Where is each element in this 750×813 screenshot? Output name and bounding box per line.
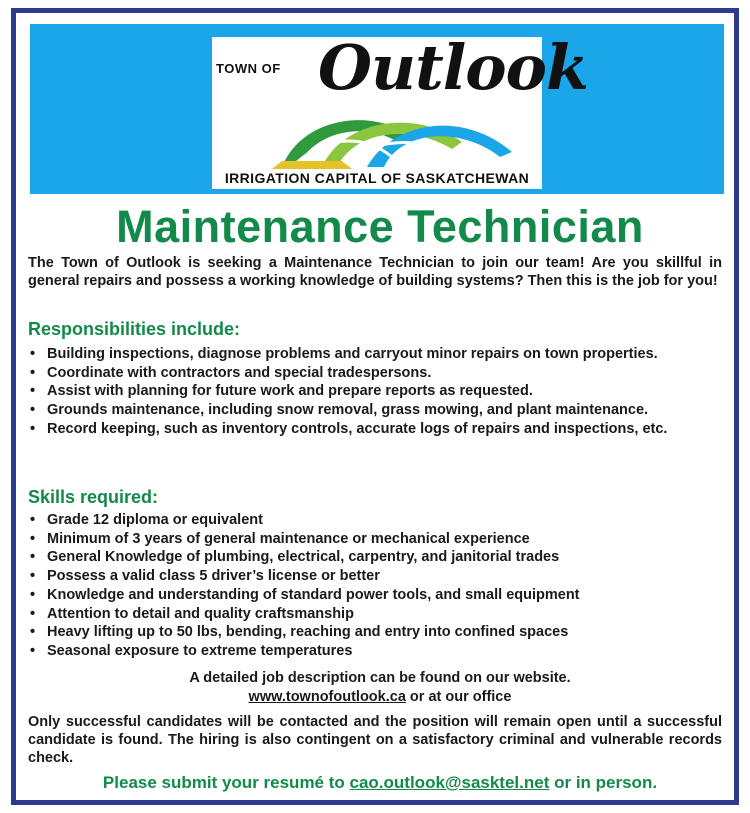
responsibilities-heading: Responsibilities include: bbox=[28, 319, 241, 339]
description-line: A detailed job description can be found on our website. bbox=[189, 670, 571, 686]
list-item: • Record keeping, such as inventory controls, accurate logs of repairs and inspections, etc. bbox=[28, 420, 722, 439]
list-item: • Grade 12 diploma or equivalent bbox=[28, 511, 722, 530]
website-link[interactable]: www.townofoutlook.ca bbox=[248, 689, 406, 705]
town-logo bbox=[212, 31, 588, 189]
notice-paragraph: Only successful candidates will be contacted and the position will remain open until a successful candidate is found. The hiring is also contingent on a satisfactory criminal and vulnerable records check. bbox=[28, 714, 722, 766]
skills-heading: Skills required: bbox=[28, 487, 159, 507]
responsibilities-list bbox=[28, 345, 722, 439]
list-item: • Knowledge and understanding of standard power tools, and small equipment bbox=[28, 586, 722, 605]
submit-prefix: Please submit your resumé to bbox=[102, 773, 350, 792]
list-item: • Seasonal exposure to extreme temperatures bbox=[28, 642, 722, 661]
list-item: • Heavy lifting up to 50 lbs, bending, reaching and entry into confined spaces bbox=[28, 623, 722, 642]
job-title: Maintenance Technician bbox=[116, 201, 644, 252]
description-website-line bbox=[16, 688, 744, 707]
list-item: • Attention to detail and quality craftsmanship bbox=[28, 605, 722, 624]
list-item: • Assist with planning for future work and prepare reports as requested. bbox=[28, 382, 722, 401]
logo-name: Outlook bbox=[318, 31, 588, 104]
list-item: • General Knowledge of plumbing, electrical, carpentry, and janitorial trades bbox=[28, 548, 722, 567]
list-item: • Grounds maintenance, including snow removal, grass mowing, and plant maintenance. bbox=[28, 401, 722, 420]
list-item: • Possess a valid class 5 driver’s license or better bbox=[28, 567, 722, 586]
logo-town-of: TOWN OF bbox=[216, 61, 281, 76]
submit-line bbox=[16, 773, 744, 793]
description-suffix: or at our office bbox=[405, 689, 512, 705]
logo-tagline: IRRIGATION CAPITAL OF SASKATCHEWAN bbox=[224, 170, 530, 186]
skills-list bbox=[28, 511, 722, 661]
irrigation-arcs-icon bbox=[262, 97, 522, 169]
list-item: • Coordinate with contractors and special tradespersons. bbox=[28, 364, 722, 383]
job-description-note bbox=[16, 669, 744, 707]
intro-paragraph: The Town of Outlook is seeking a Maintenance Technician to join our team! Are you skillful in general repairs and possess a working knowledge of building systems? Then this is the job for you! bbox=[28, 255, 722, 289]
poster-frame bbox=[11, 8, 739, 805]
header-banner bbox=[30, 24, 724, 194]
submit-suffix: or in person. bbox=[549, 773, 658, 792]
list-item: • Minimum of 3 years of general maintenance or mechanical experience bbox=[28, 530, 722, 549]
list-item: • Building inspections, diagnose problems and carryout minor repairs on town properties. bbox=[28, 345, 722, 364]
email-link[interactable]: cao.outlook@sasktel.net bbox=[349, 773, 550, 792]
